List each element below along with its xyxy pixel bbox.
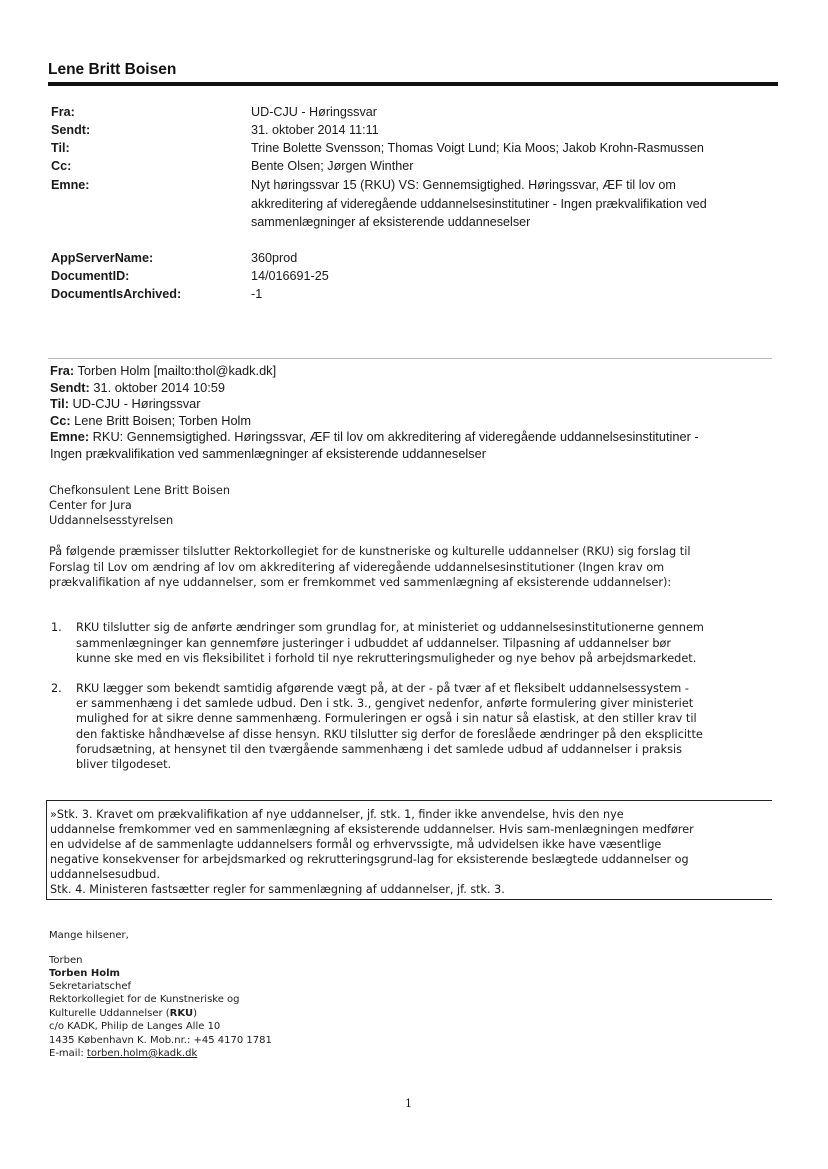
subject-label: Emne:	[51, 178, 90, 192]
fwd-to-value: UD-CJU - Høringssvar	[68, 396, 201, 411]
cc-value: Bente Olsen; Jørgen Winther	[251, 159, 414, 173]
list-item-1-line-1: RKU tilslutter sig de anførte ændringer som grundlag for, at ministeriet og uddannelsesinstitutionerne gennem	[76, 621, 704, 634]
list-item-1-line-3: kunne ske med en vis fleksibilitet i forhold til nye rekrutteringsmuligheder og nye behov på arbejdsmarkedet.	[76, 652, 697, 665]
quoted-law-text-box	[46, 800, 772, 900]
fwd-cc-value: Lene Britt Boisen; Torben Holm	[70, 413, 252, 428]
quote-line-4: negative konsekvenser for arbejdsmarked og rekrutteringsgrund-lag for eksisterende beslægtede uddannelser og	[50, 853, 689, 866]
fwd-sent-label: Sendt:	[50, 380, 90, 395]
quote-line-5: uddannelsesudbud.	[50, 868, 160, 881]
intro-line-2: Forslag til Lov om ændring af lov om akkreditering af videregående uddannelsesinstitutioner (Ingen krav om	[49, 561, 665, 574]
archived-label: DocumentIsArchived:	[51, 287, 182, 301]
fwd-from-label: Fra:	[50, 363, 75, 378]
document-id-value: 14/016691-25	[251, 269, 329, 283]
document-owner-name: Lene Britt Boisen	[48, 61, 177, 78]
signature-org-line-2: Kulturelle Uddannelser (RKU)	[49, 1008, 197, 1019]
page-number: 1	[405, 1097, 412, 1110]
email-link[interactable]: torben.holm@kadk.dk	[86, 1048, 198, 1059]
fwd-sent	[50, 380, 780, 396]
list-item-2-line-2: er sammenhæng i det samlede udbud. Den i stk. 3., gengivet nedenfor, anførte formulering giver ministeriet	[76, 697, 694, 710]
owner-divider	[48, 82, 778, 86]
fwd-cc	[50, 413, 780, 429]
intro-line-1: På følgende præmisser tilslutter Rektorkollegiet for de kunstneriske og kulturelle uddannelser (RKU) sig forslag til	[49, 545, 691, 558]
signature-org-line-1: Rektorkollegiet for de Kunstneriske og	[49, 994, 240, 1005]
signature-first-name: Torben	[49, 955, 83, 966]
list-item-2-line-6: bliver tilgodeset.	[76, 758, 172, 771]
list-number-1: 1.	[51, 621, 62, 634]
fwd-from-value: Torben Holm [mailto:thol@kadk.dk]	[74, 363, 277, 378]
sent-value: 31. oktober 2014 11:11	[251, 123, 379, 137]
signature-email-row	[49, 1047, 197, 1060]
list-item-1-line-2: sammenlægninger kan gennemføre justeringer i udbuddet af uddannelser. Tilpasning af uddannelser bør	[76, 637, 672, 650]
fwd-subject-line-1: RKU: Gennemsigtighed. Høringssvar, ÆF til lov om akkreditering af videregående uddannelsesinstitutiner -	[89, 429, 699, 444]
app-server-value: 360prod	[251, 251, 298, 265]
fwd-to-label: Til:	[50, 396, 69, 411]
forward-separator	[48, 358, 772, 359]
fwd-to	[50, 396, 780, 412]
quote-line-1: »Stk. 3. Kravet om prækvalifikation af nye uddannelser, jf. stk. 1, finder ikke anvendelse, hvis den nye	[50, 808, 624, 821]
address-line-3: Uddannelsesstyrelsen	[49, 514, 174, 527]
list-item-2-line-1: RKU lægger som bekendt samtidig afgørende vægt på, at der - på tvær af et fleksibelt uddannelsessystem -	[76, 682, 689, 695]
subject-line-1: Nyt høringssvar 15 (RKU) VS: Gennemsigtighed. Høringssvar, ÆF til lov om	[251, 178, 676, 192]
greeting: Mange hilsener,	[49, 930, 129, 941]
fwd-subject	[50, 429, 780, 445]
to-value: Trine Bolette Svensson; Thomas Voigt Lund; Kia Moos; Jakob Krohn-Rasmussen	[251, 141, 704, 155]
from-value: UD-CJU - Høringssvar	[251, 105, 377, 119]
list-item-2-line-5: forudsætning, at hensynet til den tværgående sammenhæng i det samlede udbud af uddannelser i praksis	[76, 743, 683, 756]
cc-label: Cc:	[51, 159, 72, 173]
from-label: Fra:	[51, 105, 75, 119]
fwd-subject-line-2: Ingen prækvalifikation ved sammenlægninger af eksisterende uddanneselser	[50, 446, 487, 461]
fwd-cc-label: Cc:	[50, 413, 71, 428]
sent-label: Sendt:	[51, 123, 91, 137]
quote-line-2: uddannelse fremkommer ved en sammenlægning af eksisterende uddannelser. Hvis sam-menlægningen medfører	[50, 823, 694, 836]
to-label: Til:	[51, 141, 70, 155]
app-server-label: AppServerName:	[51, 251, 154, 265]
intro-line-3: prækvalifikation af nye uddannelser, som er fremkommet ved sammenlægning af eksisterende uddannelser):	[49, 576, 672, 589]
list-item-2-line-3: mulighed for at sikre denne sammenhæng. Formuleringen er også i sin natur så elastisk, at den stiller krav til	[76, 712, 697, 725]
signature-address-line-2: 1435 København K. Mob.nr.: +45 4170 1781	[49, 1035, 272, 1046]
list-number-2: 2.	[51, 682, 62, 695]
signature-address-line-1: c/o KADK, Philip de Langes Alle 10	[49, 1021, 221, 1032]
document-id-label: DocumentID:	[51, 269, 130, 283]
archived-value: -1	[251, 287, 263, 301]
fwd-sent-value: 31. oktober 2014 10:59	[89, 380, 225, 395]
subject-line-3: sammenlægninger af eksisterende uddanneselser	[251, 215, 531, 229]
address-line-2: Center for Jura	[49, 499, 132, 512]
signature-title: Sekretariatschef	[49, 981, 132, 992]
fwd-from	[50, 363, 780, 379]
quote-line-3: en udvidelse af de sammenlagte uddannelsers formål og erhvervssigte, må udvidelsen ikke have væsentlige	[50, 838, 662, 851]
address-line-1: Chefkonsulent Lene Britt Boisen	[49, 484, 231, 497]
signature-full-name: Torben Holm	[49, 968, 120, 979]
email-label: E-mail:	[49, 1048, 87, 1059]
list-item-2-line-4: den faktiske håndhævelse af disse hensyn. RKU tilslutter sig derfor de foreslåede ændringer på den eksplicitte	[76, 728, 703, 741]
subject-line-2: akkreditering af videregående uddannelsesinstitutiner - Ingen prækvalifikation ved	[251, 197, 707, 211]
quote-line-6: Stk. 4. Ministeren fastsætter regler for sammenlægning af uddannelser, jf. stk. 3.	[50, 883, 505, 896]
fwd-subject-label: Emne:	[50, 429, 90, 444]
